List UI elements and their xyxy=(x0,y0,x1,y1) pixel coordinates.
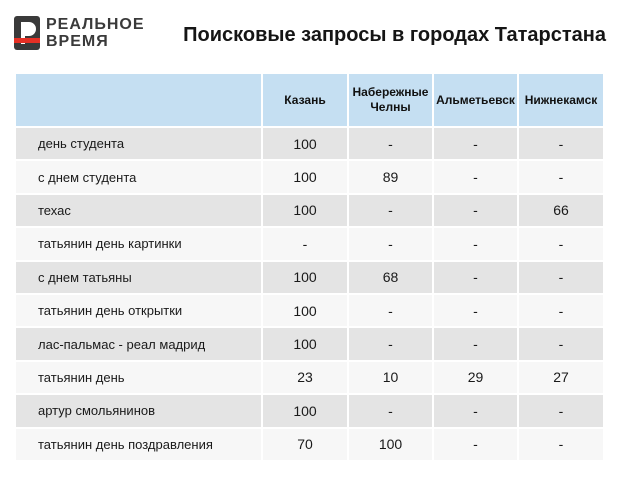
table-cell: - xyxy=(349,395,432,426)
table-cell: 29 xyxy=(434,362,517,393)
brand-logo xyxy=(14,16,145,50)
row-label: татьянин день картинки xyxy=(16,228,261,259)
table-cell: 27 xyxy=(519,362,603,393)
table-cell: - xyxy=(519,228,603,259)
table-cell: - xyxy=(519,128,603,159)
table-cell: - xyxy=(434,161,517,192)
table-cell: - xyxy=(349,128,432,159)
row-label: лас-пальмас - реал мадрид xyxy=(16,328,261,359)
table-cell: 100 xyxy=(263,395,347,426)
table-cell: 100 xyxy=(263,161,347,192)
table-cell: 89 xyxy=(349,161,432,192)
row-label: артур смольянинов xyxy=(16,395,261,426)
table-cell: - xyxy=(519,328,603,359)
table-cell: - xyxy=(349,195,432,226)
table-cell: 70 xyxy=(263,429,347,460)
table-cell: 100 xyxy=(263,128,347,159)
table-cell: - xyxy=(434,262,517,293)
row-label: с днем студента xyxy=(16,161,261,192)
table-cell: - xyxy=(519,161,603,192)
column-header: Казань xyxy=(263,74,347,126)
table-cell: 100 xyxy=(263,328,347,359)
table-cell: - xyxy=(263,228,347,259)
row-label: с днем татьяны xyxy=(16,262,261,293)
table-cell: - xyxy=(434,328,517,359)
row-label: татьянин день xyxy=(16,362,261,393)
brand-name xyxy=(46,16,145,50)
brand-name-line2: ВРЕМЯ xyxy=(46,33,109,50)
brand-name-line1: РЕАЛЬНОЕ xyxy=(46,16,145,33)
header-corner-cell xyxy=(16,74,261,126)
column-header: Альметьевск xyxy=(434,74,517,126)
table-cell: - xyxy=(434,429,517,460)
chart-title: Поисковые запросы в городах Татарстана xyxy=(183,24,606,46)
row-label: татьянин день поздравления xyxy=(16,429,261,460)
table-cell: - xyxy=(519,429,603,460)
table-cell: - xyxy=(349,295,432,326)
table-cell: 100 xyxy=(263,262,347,293)
table-cell: 68 xyxy=(349,262,432,293)
table-cell: - xyxy=(519,295,603,326)
column-header: Нижнекамск xyxy=(519,74,603,126)
table-cell: - xyxy=(434,395,517,426)
table-cell: - xyxy=(519,395,603,426)
table-cell: 23 xyxy=(263,362,347,393)
table-cell: - xyxy=(519,262,603,293)
table-cell: - xyxy=(434,195,517,226)
row-label: день студента xyxy=(16,128,261,159)
table-cell: - xyxy=(434,228,517,259)
table-cell: 100 xyxy=(263,295,347,326)
table-cell: - xyxy=(349,328,432,359)
table-cell: - xyxy=(434,128,517,159)
table-cell: 100 xyxy=(263,195,347,226)
table-cell: 10 xyxy=(349,362,432,393)
table-cell: - xyxy=(434,295,517,326)
column-header: Набережные Челны xyxy=(349,74,432,126)
table-cell: 66 xyxy=(519,195,603,226)
data-table xyxy=(16,74,603,460)
table-cell: 100 xyxy=(349,429,432,460)
table-cell: - xyxy=(349,228,432,259)
brand-logo-mark-icon xyxy=(14,16,40,50)
row-label: татьянин день открытки xyxy=(16,295,261,326)
row-label: техас xyxy=(16,195,261,226)
